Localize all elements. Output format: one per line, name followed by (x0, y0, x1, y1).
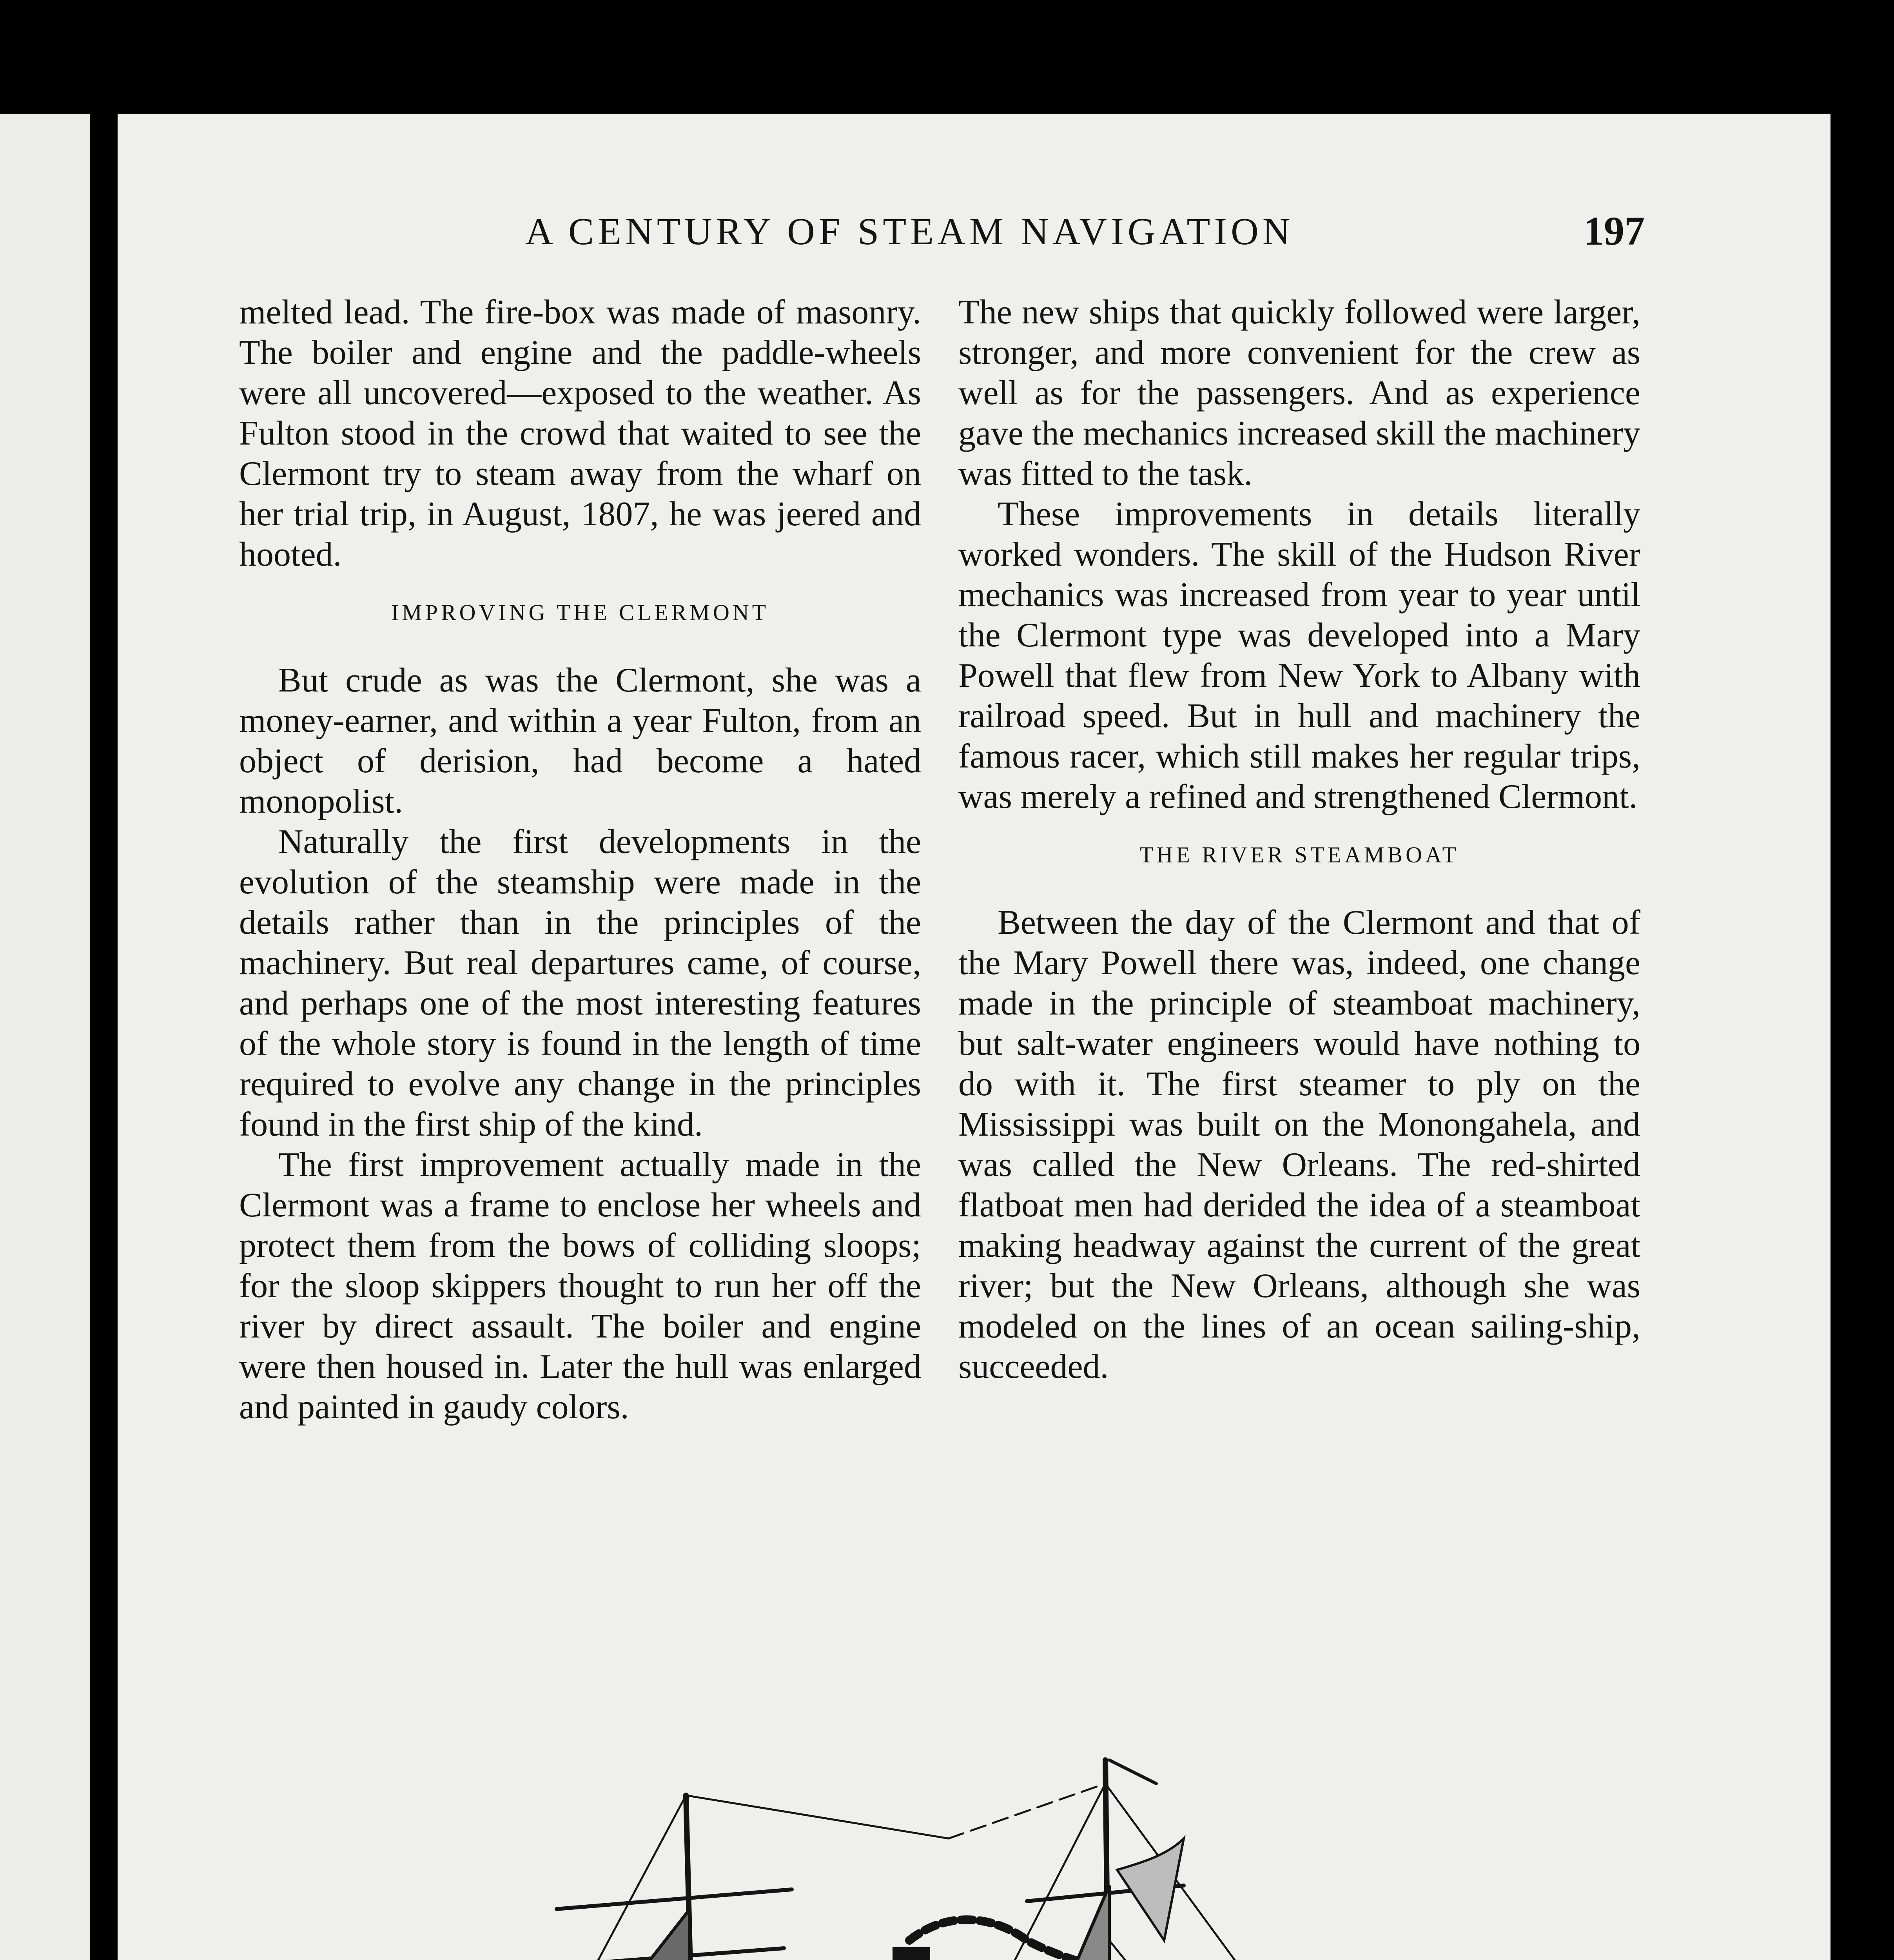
paragraph: Naturally the first developments in the evolution of the steamship were made in the details rather than in the principles of the machinery. But real departures came, of course, and perhaps one of the most interesting features of the whole story is found in the length of time required to evolve any change in the principles found in the first ship of the kind. (239, 823, 921, 1143)
paragraph: Between the day of the Clermont and that of the Mary Powell there was, indeed, one change made in the principle of steamboat machinery, but salt-water engineers would have nothing to do with it. The first steamer to ply on the Mississippi was built on the Monongahela, and was called the New Orleans. The red-shirted flatboat men had derided the idea of a steamboat making headway against the current of the great river; but the New Orleans, although she was modeled on the lines of an ocean sailing-ship, succeeded. (958, 904, 1640, 1386)
page-number: 197 (1584, 209, 1645, 254)
paragraph: These improvements in details literally worked wonders. The skill of the Hudson River mechanics was increased from year to year until the Clermont type was developed into a Mary Powell that flew from New York to Albany with railroad speed. But in hull and machinery the famous racer, which still makes her regular trips, was merely a refined and strengthened Clermont. (958, 495, 1640, 816)
book-page (118, 114, 1831, 1960)
section-heading: IMPROVING THE CLERMONT (391, 600, 769, 625)
ship-drawing (282, 1666, 1662, 1960)
paragraph: melted lead. The fire-box was made of masonry. The boiler and engine and the paddle-wheels were all uncovered—exposed to the weather. As Fulton stood in the crowd that waited to see the Clermont try to steam away from the wharf on her trial trip, in August, 1807, he was jeered and hooted. (239, 293, 921, 573)
right-column (958, 292, 1640, 1387)
facing-page-edge (0, 114, 90, 1960)
left-column (239, 292, 921, 1427)
paragraph: The new ships that quickly followed were larger, stronger, and more convenient for the crew as well as for the passengers. And as experience gave the mechanics increased skill the machinery was fitted to the task. (958, 293, 1640, 493)
running-title: A CENTURY OF STEAM NAVIGATION (525, 211, 1294, 253)
paragraph: But crude as was the Clermont, she was a money-earner, and within a year Fulton, from an object of derision, had become a hated monopolist. (239, 661, 921, 820)
section-heading: THE RIVER STEAMBOAT (1139, 842, 1459, 867)
paragraph: The first improvement actually made in the Clermont was a frame to enclose her wheels and protect them from the bows of colliding sloops; for the sloop skippers thought to run her off the river by direct assault. The boiler and engine were then housed in. Later the hull was enlarged and painted in gaudy colors. (239, 1146, 921, 1426)
steamship-illustration (282, 1666, 1662, 1960)
